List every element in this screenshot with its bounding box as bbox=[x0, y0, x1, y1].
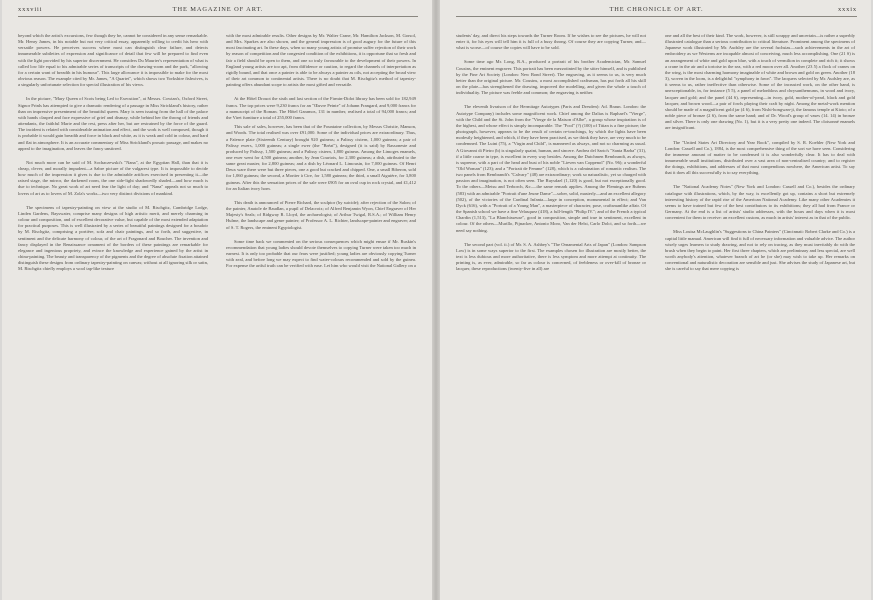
left-folio: xxxviii bbox=[18, 6, 43, 13]
paragraph: students' day, and direct his steps towards the Turner Room. If he wishes to see the pictures, he will not enter it, for his eyes will tell him it is full of a busy throng. Of course they are copying Turner, and—what is worse—of course the copies will have to be sold. bbox=[456, 33, 646, 51]
left-page bbox=[2, 0, 432, 600]
paragraph: Not much more can be said of M. Sochaczewski's "Nana", at the Egyptian Hall, than that it is cheap, clever, and morally impudent—a Sabre picture of the vulgarest type. It is impossible to decide how much of the impression it gives is due to the admirable artifices exercised in presenting it—the raised stage, the mirror, the darkened room, the one side-light shadowedly shaded—and how much is due to technique. No great work of art need fear the light of day; and "Nana" appeals not so much to lovers of art as to lovers of M. Zola's works—two very distinct divisions of mankind. bbox=[18, 159, 208, 196]
right-column-1 bbox=[456, 28, 646, 590]
paragraph: At the Hôtel Drouot the sixth and last section of the Firmin-Didot library has been sold for 182,949 francs. The top prices were 9,230 francs for an "Œuvre Peinte" of Johann Frangard, and 9,000 francs for a manuscript of the Roman. The Hôtel Garamos, 131 in number, realised a total of 94,000 francs; and the Viret furniture a total of 255,000 francs. bbox=[226, 96, 416, 120]
right-page bbox=[440, 0, 871, 600]
paragraph: beyond which the artist's excursions, few though they be, cannot be considered in any sense remarkable. Mr. Henry James, in his notable but not very critical essay, apparently willing to credit his hero with versatile powers. He perceives success where most can distinguish clear failure, and detects innumerable subtleties of expression and significance of detail that few will be prepared to find even with the light provided by his superior discernment. He considers Du Maurier's representation of what is called low life equal to his admirable series of transcripts of the drawing-room and the park, "allowing for a certain want of breadth in his humour". This large allowance it is impossible to make for the most obvious reason. The example cited by Mr. James, "A Quartet", which shows two Yorkshire fishwives, is a singularly unfortunate selection for special illustration of his views. bbox=[18, 33, 208, 88]
left-column-2 bbox=[226, 28, 416, 590]
right-head-rule bbox=[456, 16, 857, 17]
book-gutter bbox=[432, 0, 440, 600]
paragraph: The second part (vol. ii.) of Mr. S. A. Ashbey's "The Ornamental Arts of Japan" (London: Sampson Low) is in some ways superior to the first. The examples chosen for illustration are mostly better, the text is less dubious and more authoritative, there is less symptom and more attempt at continuity. The printing is, as ever, admirable, so far as colour is concerned, of feebleness or over-kill of bronze or lacquer, these reproductions (twenty-five in all) are bbox=[456, 241, 646, 272]
paragraph: one and all the best of their kind. The work, however, is still scrappy and uncertain—is rather a superbly illustrated catalogue than a serious contribution to critical literature. Prominent among the specimens of Japanese work illustrated by Mr. Audsley are the several fuchsias—such achievements in the art of embroidery as we Westerns are incapable almost of conceiving, much less accomplishing. One (21 S) is an arrangement of white and gold upon blue, with a touch of vermilion in complete and rich it; it shows a crane in the air and a tortoise in the sea, with a red moon over all. Another (23 5) a flock of cranes on the wing, is the most charming harmony imaginable of white and brown and gold on green. Another (18 3), woven in the loom, is a delightful "symphony in fawn". The lacquers selected by Mr. Audsley are, as it seems to us, rather ineffective than otherwise. Some of the incrusted work, on the other hand, is unexceptionable, in, for instance (5 5), a panel of melonbloss and chrysanthemums, in wood and ivory, lacquer and gold; and the panel (44 6), representing—in ivory, gold, mother-of-pearl, black and gold lacquer, and brown wood—a pair of fowls playing their craft by night. Among the metal-work mention should be made of a magnificent gold jar (4 6), from Nishi-hongwan-ji, the famous temple at Kioto; of a noble piece of bronze (2 6), from the same hand; and of Dr. Wood's group of vases (14. 14) in bronze and silver. There is only one drawing (No. 1), but it is a very pretty one indeed. The cloisonné enamels are insignificant. bbox=[665, 33, 855, 131]
right-column-2 bbox=[665, 28, 855, 590]
right-folio: xxxix bbox=[837, 6, 857, 13]
paragraph: with the most admirable results. Other designs by Mr. Walter Crane, Mr. Hamilton Jackson, M. Gorsol, and Mrs. Sparkes are also shown, and the general impression is of good augury for the future of this most fascinating art. In these days, when so many young artists of promise suffer rejection of their work by reason of competition and the congested condition of the exhibitions, it is opportune that so fresh and fair a field should be open to them, and one so truly favourable to the development of their powers. In England young artists are too apt, from diffidence or caution, to regard the channels of interpretation as rigidly bound, and that once a painter is able to be always a painter as oils, not accepting the broad view of their art common to continental artists. There is no doubt that M. Rischgitz's method of tapestry-painting offers abundant scope to artists the most gifted and versatile. bbox=[226, 33, 416, 88]
paragraph: In the picture, "Mary Queen of Scots being Led to Execution", at Messrs. Cowtan's, Oxford Street, Signor Prinls has attempted to give a dramatic rendering of a passage in Miss Strickland's history, rather than on impressive presentment of the beautiful queen. Mary is seen issuing from the hall of the palace with hands clasped and face expressive of grief and dismay, while behind her the throng of friends and attendants, the faithful Marie and the rest, press after her, but are restrained by the force of the guard. The incident is related with considerable animation and effect, and the work is well composed, though it is probable it would gain breadth and force in black and white, as it is weak and cold in colour, and hard and flat in atmosphere. It is an accurate commentary of Miss Strickland's prosaic passage, and makes no appeal to the imagination, and leaves the fancy unstirred. bbox=[18, 96, 208, 151]
left-running-title: THE MAGAZINE OF ART. bbox=[172, 6, 264, 13]
paragraph: This sale of sales, however, has been that of the Fountaine collection, by Messrs Christie, Manson, and Woods. The total realised was over £91,000. Some of the individual prices are extraordinary. Thus, a Faïence plate (Sixteenth Century) brought 920 guineas; a Palissy cistern, 1,000 guineas; a pair of Palissy ewers, 1,000 guineas; a single ewer (the "Bréat"), designed (it is said) by Rassoneste and produced by Palissy, 1,500 guineas; and a Palissy cistern, 1,800 guineas. Among the Limoges enamels, one ewer went for 4,500 guineas; another, by Jean Courtois, for 2,300 guineas; a dish, attributed to the same great master, for 2,800 guineas; and a dish by Léonard L. Limousin, for 7,000 guineas. Of Henri Deux ware there were but three pieces, one a good but cracked and chipped. One, a small Biberon, sold for 1,060 guineas; the second, a Mortier à Cire, for 1,580 guineas; the third, a small Aiguière, for 3,800 guineas. After this the sensation prices of the sale were £905 for an oval cup in rock crystal, and £1,412 for an Italian ivory horn. bbox=[226, 124, 416, 191]
paragraph: The eleventh livraison of the Hermitage Autotypes (Paris and Dresden): Ad. Braun. London: the Autotype Company) includes some magnificent work. Chief among the Dalias is Raphael's "Vierge", with the Child and the St. John from the "Vierge de la Maison d'Albe", a group whose inspiration is of the highest, and whose effect is simply incomparable. The "Fool" (?) (100) of Titian is a fine picture; the photograph, however, appears to be the result of certain re-touchings, by which the lights have been modestly heightened, and which, if they have been practised, as we think they have, are very much to be condemned. The Luini (75), a "Virgin and Child", is mannered as always, and not so charming as usual. A Giovanni di Pietro (b) is singularly quaint, human, and sincere. Andrea del Sarto's "Santa Barba" (31), if a little coarse in type, is excellent in every way besides. Among the Dutchmen Rembrandt, as always, is supreme, with a part of the head and bust of his noble "Lieven van Coppenol" (No. 96); a wonderful "Old Woman" (123); and a "Portrait de Femme" (128), which is a culmination of romantic realism. The two panels from Rembrandt's "Calvary" (48) are extraordinary; work so naturalistic, yet so charged with passion and imagination, is not often seen. The Ruysdael (1,120) is good, but not exceptionally good. To the others—Metsu and Terborch, &c.—the same remark applies. Among the Flemings are Rubens (583) with an admirable "Portrait d'une Jeune Dame"—sober, solid, masterly—and an excellent allegory (502), of the victories of the Cardinal Infanta—large in conception, monumental in effect; and Van Dyck (616), with a "Portrait of a Young Man", a masterpiece of character, pose, craftsmanlike affair. Of the Spanish school we have a fine Velasquez (418), a full-length "Philip IV."; and of the French a typical Chardin (1,513), "La Blanchisseuse", good in composition, simple and true in sentiment, excellent in colour. Of the others—Murillo, Pijnacker, Antonio Moro, Van der Helst, Carlo Dolci, and so forth—we need say nothing. bbox=[456, 104, 646, 233]
paragraph: The "National Academy Notes" (New York and London: Cassell and Co.), besides the ordinary catalogue with illustrations, which, by the way, is excellently got up, contains a short but extremely interesting history of the rapid rise of the American National Academy. Like many other Academies it seems to have trained but few of the best contributors to its exhibitions; they all had from France or Germany. At the end is a list of artists' studio addresses, with the hours and days when it is most convenient for them to receive: an excellent custom, as much in artists' interest as in that of the public. bbox=[665, 184, 855, 221]
left-column-1 bbox=[18, 28, 208, 590]
paragraph: Miss Louisa McLaughlin's "Suggestions to China Painters" (Cincinnati: Robert Clarke and Co.) is a capital little manual. American will find it full of necessary information and valuable advice. The author wisely urges learners to study drawing, and not to rely on tracing, as they must inevitably do with the brush when they begin to paint. Her first three chapters, which are preliminary and less special, are well worth anybody's attention, whatever branch of art he (or she) may wish to take up. Her remarks on conventional and naturalistic decoration are sensible and just. She advises the study of Japanese art, but she is careful to say that mere copying is bbox=[665, 229, 855, 272]
left-head-rule bbox=[18, 16, 418, 17]
paragraph: Some time ago Mr. Long, R.A., produced a portrait of his brother Academician, Mr. Samuel Cousins, the eminent engraver. This portrait has been mezzotinted by the sitter himself, and is published by the Fine Art Society (London: New Bond Street). The engraving, as it seems to us, is very much better than the original picture. Mr. Cousins, a most accomplished craftsman, has put forth all his skill on the plate—has strengthened the drawing, improved the modelling, and given the whole a touch of individuality. The picture was feeble and common; the engraving is neither. bbox=[456, 59, 646, 96]
paragraph: The specimens of tapestry-painting on view at the studio of M. Rischgitz, Cambridge Lodge, Linden Gardens, Bayswater, comprise many designs of high artistic merit, and merely charming in colour and composition, and of excellent decorative value, but capable of the most extended adaptation for practical purposes. This is well illustrated by a series of beautiful paintings designed for a boudoir by M. Rischgitz, comprising a portière, sofa and chair paintings, and so forth, and suggestive, in sentiment and the delicate harmony of colour, of the art of Fragonard and Boucher. The invention and fancy displayed in the Renaissance ornament of the borders of these paintings are remarkable for elegance and ingenious propriety, and evince the knowledge and experience gained by the artist in china-painting. The beauty and transparency of the pigments and the degree of absolute fixation attained distinguish these designs from ordinary tapestry-painting on canvas; without at all ignoring silk or satin, M. Rischgitz chiefly employs a wool tap-like texture bbox=[18, 204, 208, 272]
paragraph: This death is announced of Pierre Richard, the sculptor (by suicide); after rejection of the Salon; of the painter, Anatole de Baudlan, a pupil of Delacroix; of Alfred Benjamin Wyon, Chief Engraver of Her Majesty's Seals; of Ridgway R. Lloyd, the archaeologist; of Arthur Twigal, R.S.A.; of William Henry Hulme, the landscape and genre painter; of Professor A. L. Richter, landscape-painter and engraver; and of S. T. Rogers, the eminent Egyptologist. bbox=[226, 199, 416, 230]
paragraph: Some time back we commented on the serious consequences which might ensue if Mr. Ruskin's recommendation that young ladies should devote themselves to copying Turner were taken too much in earnest. It is only too probable that our fears were justified; young ladies are obviously copying Turner with zeal, and before long we may expect to find water-colours recommended and sold by the guinea. For expense the artful truth can be verified with ease. Let him who would visit the National Gallery on a bbox=[226, 238, 416, 269]
right-running-title: THE CHRONICLE OF ART. bbox=[609, 6, 704, 13]
paragraph: The "United States Art Directory and Year Book", compiled by S. R. Koehler (New York and London: Cassell and Co.), 1884, is the most comprehensive thing of the sort we have seen. Considering the immense amount of matter to be condensed it is also wonderfully clear. It has to deal with innumerable small institutions, distributed over a vast area of non-centralised country; and to register the doings, exhibitions, and addresses of that most compendious nowhere, the American artist. To say that it does all this successfully is to say everything. bbox=[665, 139, 855, 176]
